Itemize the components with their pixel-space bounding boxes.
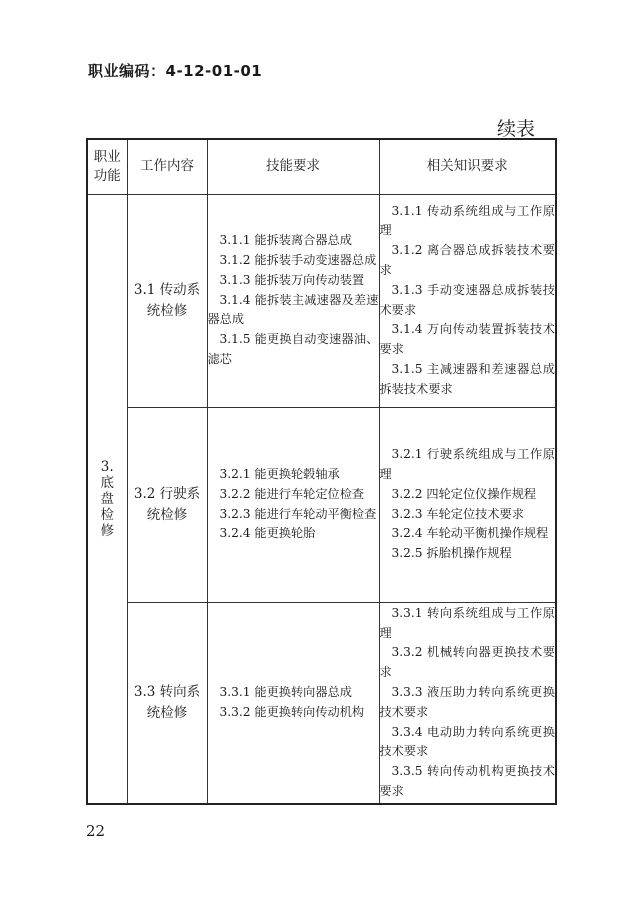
occupation-code: 职业编码：4-12-01-01 (88, 62, 263, 80)
skill-item: 3.2.3 能进行车轮动平衡检查 (219, 506, 377, 521)
work-content-cell: 3.3 转向系统检修 (127, 602, 207, 804)
knowledge-cell (379, 407, 556, 602)
table-row (87, 194, 556, 407)
knowledge-item: 3.2.2 四轮定位仪操作规程 (391, 486, 537, 501)
knowledge-item: 3.3.5 转向传动机构更换技术要求 (379, 764, 555, 798)
table-header-row (87, 139, 556, 194)
knowledge-item: 3.1.5 主减速器和差速器总成拆装技术要求 (379, 361, 555, 396)
skill-item: 3.3.1 能更换转向器总成 (219, 684, 352, 699)
skill-item: 3.1.1 能拆装离合器总成 (219, 233, 352, 248)
knowledge-item: 3.2.3 车轮定位技术要求 (391, 506, 524, 521)
skills-cell (207, 194, 379, 407)
skill-item: 3.1.5 能更换自动变速器油、滤芯 (207, 332, 379, 366)
knowledge-item: 3.3.1 转向系统组成与工作原理 (379, 605, 555, 640)
skills-cell (207, 602, 379, 804)
knowledge-item: 3.2.4 车轮动平衡机操作规程 (391, 526, 549, 541)
knowledge-item: 3.1.2 离合器总成拆装技术要求 (379, 243, 555, 277)
knowledge-item: 3.2.1 行驶系统组成与工作原理 (379, 447, 555, 481)
knowledge-item: 3.3.4 电动助力转向系统更换技术要求 (379, 724, 555, 759)
skill-item: 3.2.4 能更换轮胎 (219, 526, 316, 541)
knowledge-item: 3.2.5 拆胎机操作规程 (391, 546, 512, 561)
column-header-function: 职业功能 (87, 139, 127, 194)
column-header-skills: 技能要求 (207, 139, 379, 194)
page-number: 22 (86, 822, 106, 840)
knowledge-item: 3.3.3 液压助力转向系统更换技术要求 (379, 684, 555, 719)
work-content-cell: 3.2 行驶系统检修 (127, 407, 207, 602)
column-header-content: 工作内容 (127, 139, 207, 194)
function-cell (87, 194, 127, 804)
skill-item: 3.1.4 能拆装主减速器及差速器总成 (207, 292, 379, 327)
knowledge-item: 3.3.2 机械转向器更换技术要求 (379, 645, 555, 680)
skill-item: 3.2.1 能更换轮毂轴承 (219, 466, 340, 481)
knowledge-item: 3.1.4 万向传动装置拆装技术要求 (379, 322, 555, 357)
table-row (87, 407, 556, 602)
continued-label: 续表 (497, 118, 536, 140)
skill-item: 3.2.2 能进行车轮定位检查 (219, 486, 365, 501)
skill-item: 3.1.3 能拆装万向传动装置 (219, 272, 365, 287)
knowledge-item: 3.1.3 手动变速器总成拆装技术要求 (379, 282, 555, 317)
knowledge-cell (379, 194, 556, 407)
knowledge-cell (379, 602, 556, 804)
skill-item: 3.3.2 能更换转向传动机构 (219, 704, 365, 719)
table-row (87, 602, 556, 804)
skill-item: 3.1.2 能拆装手动变速器总成 (219, 253, 377, 267)
function-label: 3. 底盘检修 (100, 458, 114, 539)
work-content-cell: 3.1 传动系统检修 (127, 194, 207, 407)
skills-cell (207, 407, 379, 602)
knowledge-item: 3.1.1 传动系统组成与工作原理 (379, 203, 555, 238)
skills-table (86, 138, 557, 805)
column-header-knowledge: 相关知识要求 (379, 139, 556, 194)
